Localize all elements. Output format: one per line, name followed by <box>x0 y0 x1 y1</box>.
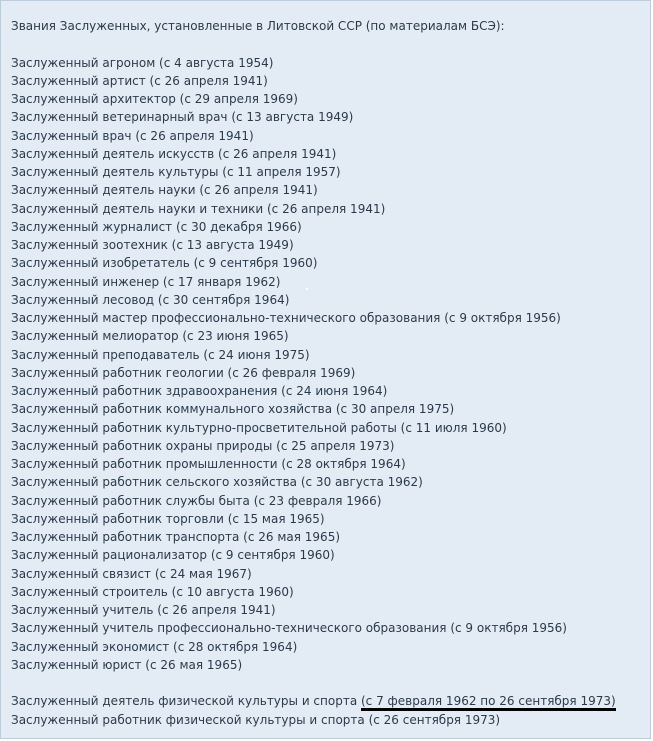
list-item: Заслуженный агроном (с 4 августа 1954) <box>11 55 274 70</box>
list-item: Заслуженный юрист (с 26 мая 1965) <box>11 657 243 672</box>
list-item: Заслуженный работник здравоохранения (с 24 июня 1964) <box>11 384 388 398</box>
list-item: Заслуженный врач (с 26 апреля 1941) <box>11 128 254 143</box>
list-item: Заслуженный артист (с 26 апреля 1941) <box>11 73 268 88</box>
list-item: Заслуженный деятель культуры (с 11 апреля 1957) <box>11 165 341 179</box>
list-item: Заслуженный учитель (с 26 апреля 1941) <box>11 603 276 617</box>
list-item: Заслуженный зоотехник (с 13 августа 1949) <box>11 238 294 252</box>
list-item: Заслуженный учитель профессионально-технического образования (с 9 октября 1956) <box>11 621 567 636</box>
list-item: Заслуженный строитель (с 10 августа 1960) <box>11 584 294 599</box>
list-item: Заслуженный деятель науки и техники (с 26 апреля 1941) <box>11 201 386 216</box>
decorative-dot <box>306 288 308 290</box>
list-item: Заслуженный работник транспорта (с 26 мая 1965) <box>11 530 341 544</box>
extra-line-2: Заслуженный работник физической культуры и спорта (с 26 сентября 1973) <box>11 712 501 727</box>
list-item: Заслуженный связист (с 24 мая 1967) <box>11 566 252 581</box>
list-item: Заслуженный журналист (с 30 декабря 1966) <box>11 219 302 234</box>
list-item: Заслуженный работник охраны природы (с 25 апреля 1973) <box>11 438 395 453</box>
list-item: Заслуженный мастер профессионально-технического образования (с 9 октября 1956) <box>11 311 561 325</box>
text-block <box>11 17 616 729</box>
list-item: Заслуженный лесовод (с 30 сентября 1964) <box>11 292 290 307</box>
extra-line-1-prefix: Заслуженный деятель физической культуры и спорта <box>11 694 361 709</box>
list-item: Заслуженный работник коммунального хозяйства (с 30 апреля 1975) <box>11 402 455 417</box>
list-item: Заслуженный работник геологии (с 26 февраля 1969) <box>11 365 356 380</box>
list-item: Заслуженный преподаватель (с 24 июня 1975) <box>11 347 310 362</box>
list-item: Заслуженный экономист (с 28 октября 1964) <box>11 639 298 654</box>
list-item: Заслуженный изобретатель (с 9 сентября 1960) <box>11 256 318 271</box>
list-item: Заслуженный деятель науки (с 26 апреля 1941) <box>11 183 318 198</box>
extra-line-1-highlight: (с 7 февраля 1962 по 26 сентября 1973) <box>361 694 616 711</box>
list-item: Заслуженный работник службы быта (с 23 февраля 1966) <box>11 493 382 508</box>
extra-line-1 <box>11 692 616 710</box>
list-item: Заслуженный архитектор (с 29 апреля 1969) <box>11 92 298 106</box>
list-item: Заслуженный инженер (с 17 января 1962) <box>11 274 281 289</box>
list-item: Заслуженный мелиоратор (с 23 июня 1965) <box>11 329 289 344</box>
page-title: Звания Заслуженных, установленные в Литовской ССР (по материалам БСЭ): <box>11 19 505 33</box>
spacer <box>11 674 616 692</box>
list-item: Заслуженный деятель искусств (с 26 апреля 1941) <box>11 146 337 161</box>
spacer <box>11 35 616 53</box>
list-item: Заслуженный рационализатор (с 9 сентября 1960) <box>11 548 335 563</box>
list-item: Заслуженный работник промышленности (с 28 октября 1964) <box>11 457 406 471</box>
list-item: Заслуженный работник культурно-просветительной работы (с 11 июля 1960) <box>11 420 507 435</box>
list-item: Заслуженный ветеринарный врач (с 13 августа 1949) <box>11 110 354 125</box>
list-item: Заслуженный работник торговли (с 15 мая 1965) <box>11 511 325 526</box>
list-item: Заслуженный работник сельского хозяйства (с 30 августа 1962) <box>11 475 423 490</box>
